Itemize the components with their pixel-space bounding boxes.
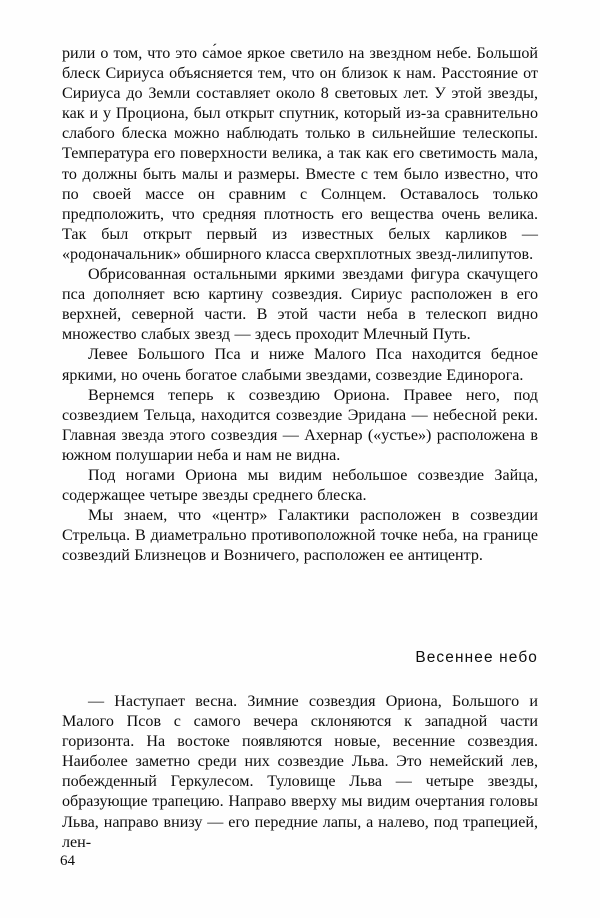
paragraph: рили о том, что это са́мое яркое светило на звездном небе. Большой блеск Сириуса объясняется тем, что он близок к нам. Расстояние от Сириуса до Земли составляет около 8 световых лет. У этой звезды, как и у Проциона, был открыт спутник, который из-за сравнительно слабого блеска можно наблюдать только в сильнейшие телескопы. Температура его поверхности велика, а так как его светимость мала, то должны быть малы и размеры. Вместе с тем было известно, что по своей массе он сравним с Солнцем. Оставалось только предположить, что средняя плотность его вещества очень велика. Так был открыт первый из известных белых карликов — «родоначальник» обширного класса сверхплотных звезд-лилипутов.: [62, 45, 538, 263]
paragraph: Под ногами Ориона мы видим небольшое созвездие Зайца, содержащее четыре звезды среднего блеска.: [62, 466, 538, 505]
paragraph: — Наступает весна. Зимние созвездия Ориона, Большого и Малого Псов с самого вечера склоняются к западной части горизонта. На востоке появляются новые, весенние созвездия. Наиболее заметно среди них созвездие Льва. Это немейский лев, побежденный Геркулесом. Туловище Льва — четыре звезды, образующие трапецию. Направо вверху мы видим очертания головы Льва, направо внизу — его передние лапы, а налево, под трапецией, лен-: [62, 693, 538, 851]
page-number: 64: [60, 853, 75, 869]
section-heading: Весеннее небо: [415, 649, 538, 666]
paragraph: Вернемся теперь к созвездию Ориона. Правее него, под созвездием Тельца, находится созвездие Эридана — небесной реки. Главная звезда этого созвездия — Ахернар («устье») расположена в южном полушарии неба и нам не видна.: [62, 386, 538, 464]
closing-text-block: [62, 692, 538, 853]
main-text-block: [62, 44, 538, 566]
paragraph: Левее Большого Пса и ниже Малого Пса находится бедное яркими, но очень богатое слабыми звездами, созвездие Единорога.: [62, 346, 538, 384]
paragraph: Мы знаем, что «центр» Галактики расположен в созвездии Стрельца. В диаметрально противоположной точке неба, на границе созвездий Близнецов и Возничего, расположен ее антицентр.: [62, 507, 538, 565]
paragraph: Обрисованная остальными яркими звездами фигура скачущего пса дополняет всю картину созвездия. Сириус расположен в его верхней, северной части. В этой части неба в телескоп видно множество слабых звезд — здесь проходит Млечный Путь.: [62, 266, 538, 344]
